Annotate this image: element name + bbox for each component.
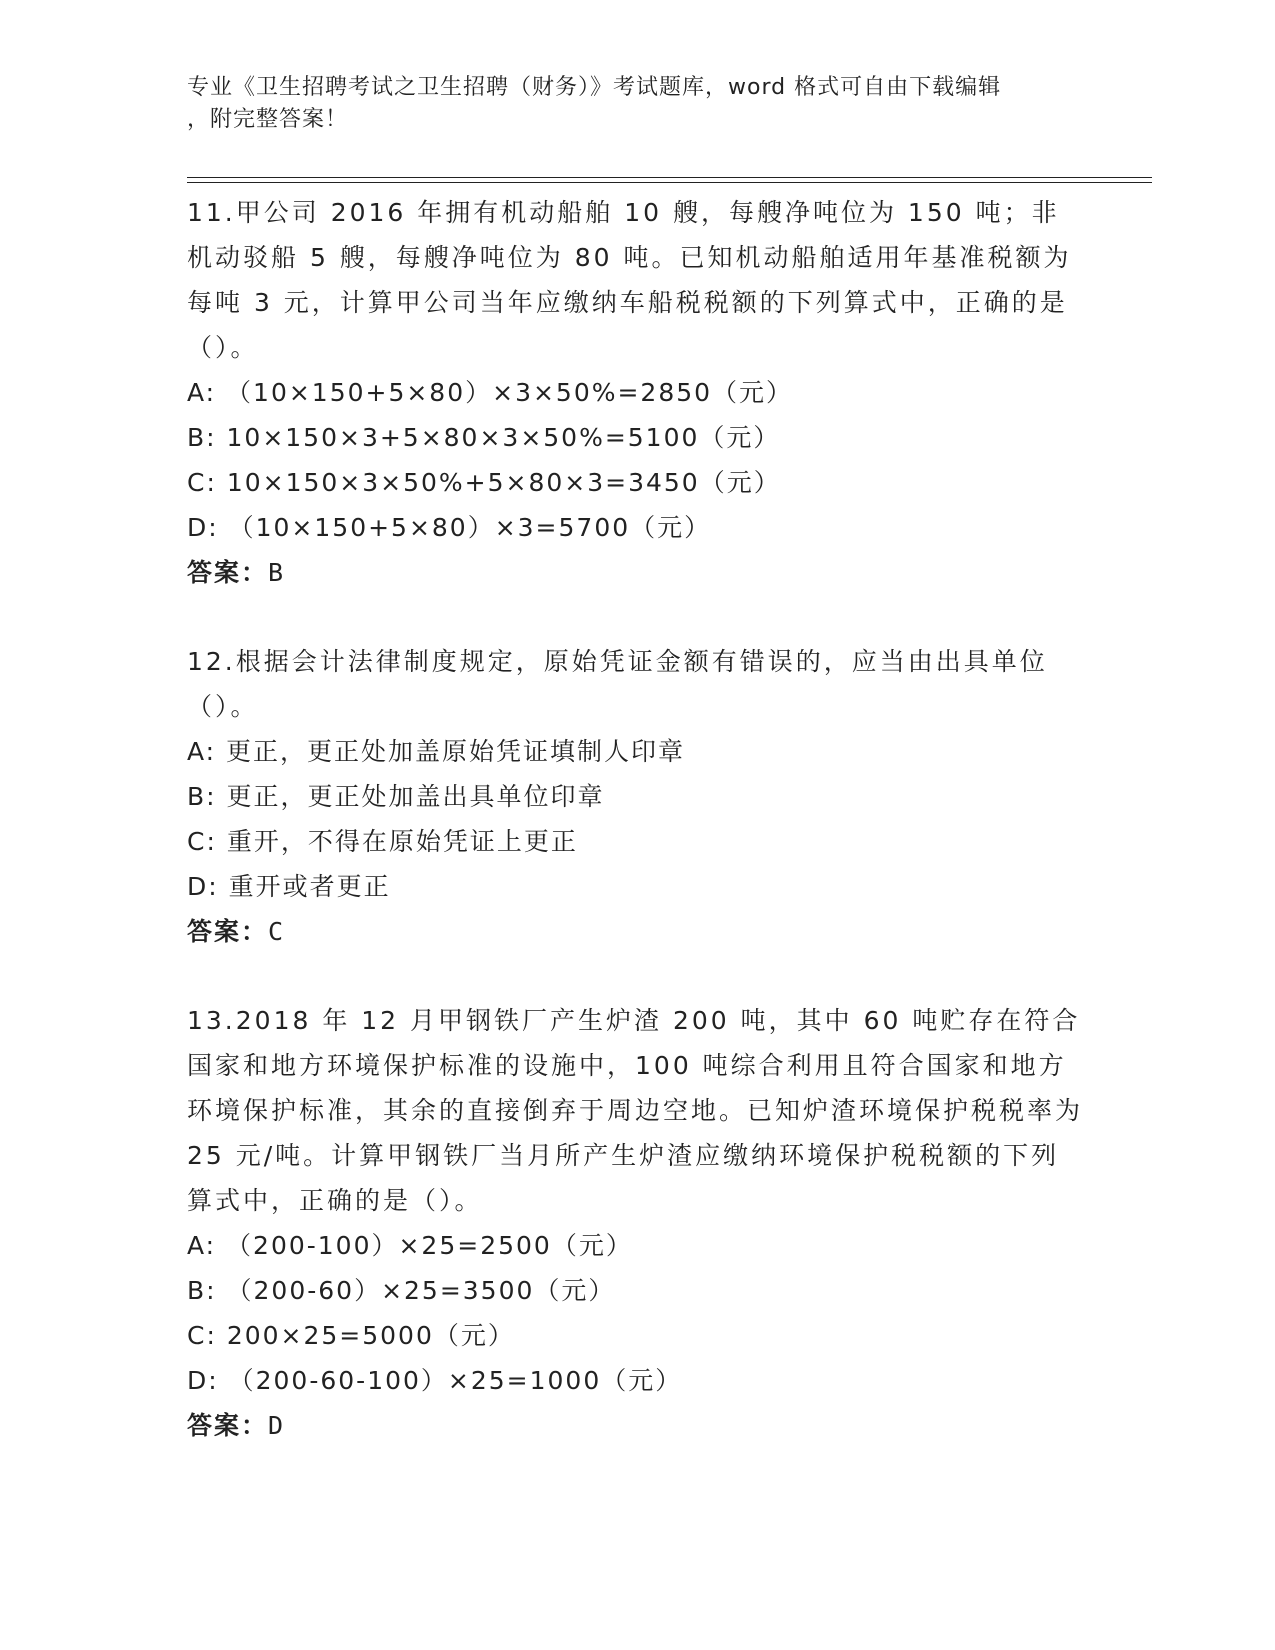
option-a: A: 更正，更正处加盖原始凭证填制人印章 <box>187 737 686 766</box>
header-line-1: 专业《卫生招聘考试之卫生招聘（财务）》考试题库，word 格式可自由下载编辑 <box>187 75 1002 100</box>
answer-value: B <box>268 558 286 587</box>
option-a: A: （200-100）×25=2500（元） <box>187 1231 633 1260</box>
option-c: C: 10×150×3×50%+5×80×3=3450（元） <box>187 468 781 497</box>
option-b: B: 10×150×3+5×80×3×50%=5100（元） <box>187 423 781 452</box>
question-stem: 13.2018 年 12 月甲钢铁厂产生炉渣 200 吨，其中 60 吨贮存在符合国家和地方环境保护标准的设施中，100 吨综合利用且符合国家和地方环境保护标准，其余的直接倒弃于周边空地。已知炉渣环境保护税税率为 25 元/吨。计算甲钢铁厂当月所产生炉渣应缴纳环境保护税税额的下列算式中，正确的是（）。 <box>187 1006 1084 1215</box>
question-11 <box>187 190 1087 595</box>
option-b: B: （200-60）×25=3500（元） <box>187 1276 616 1305</box>
answer-label: 答案： <box>187 558 269 587</box>
answer-line <box>187 550 1087 595</box>
option-b: B: 更正，更正处加盖出具单位印章 <box>187 782 605 811</box>
answer-line <box>187 1403 1087 1448</box>
question-12 <box>187 639 1087 954</box>
option-d: D: 重开或者更正 <box>187 872 391 901</box>
option-c: C: 重开，不得在原始凭证上更正 <box>187 827 578 856</box>
option-c: C: 200×25=5000（元） <box>187 1321 515 1350</box>
option-d: D: （10×150+5×80）×3=5700（元） <box>187 513 712 542</box>
question-stem: 12.根据会计法律制度规定，原始凭证金额有错误的，应当由出具单位（）。 <box>187 647 1048 721</box>
question-13 <box>187 998 1087 1448</box>
question-stem: 11.甲公司 2016 年拥有机动船舶 10 艘，每艘净吨位为 150 吨；非机动驳船 5 艘，每艘净吨位为 80 吨。已知机动船舶适用年基准税额为每吨 3 元，计算甲公司当年应缴纳车船税税额的下列算式中，正确的是（）。 <box>187 198 1072 362</box>
question-list <box>187 190 1087 1492</box>
answer-value: D <box>268 1411 286 1440</box>
answer-value: C <box>268 917 286 946</box>
answer-label: 答案： <box>187 917 269 946</box>
answer-line <box>187 909 1087 954</box>
answer-label: 答案： <box>187 1411 269 1440</box>
header-divider-bottom <box>187 182 1152 183</box>
header-divider-top <box>187 177 1152 178</box>
option-a: A: （10×150+5×80）×3×50%=2850（元） <box>187 378 794 407</box>
document-header <box>187 72 1067 136</box>
header-line-2: ，附完整答案！ <box>187 107 349 132</box>
option-d: D: （200-60-100）×25=1000（元） <box>187 1366 683 1395</box>
